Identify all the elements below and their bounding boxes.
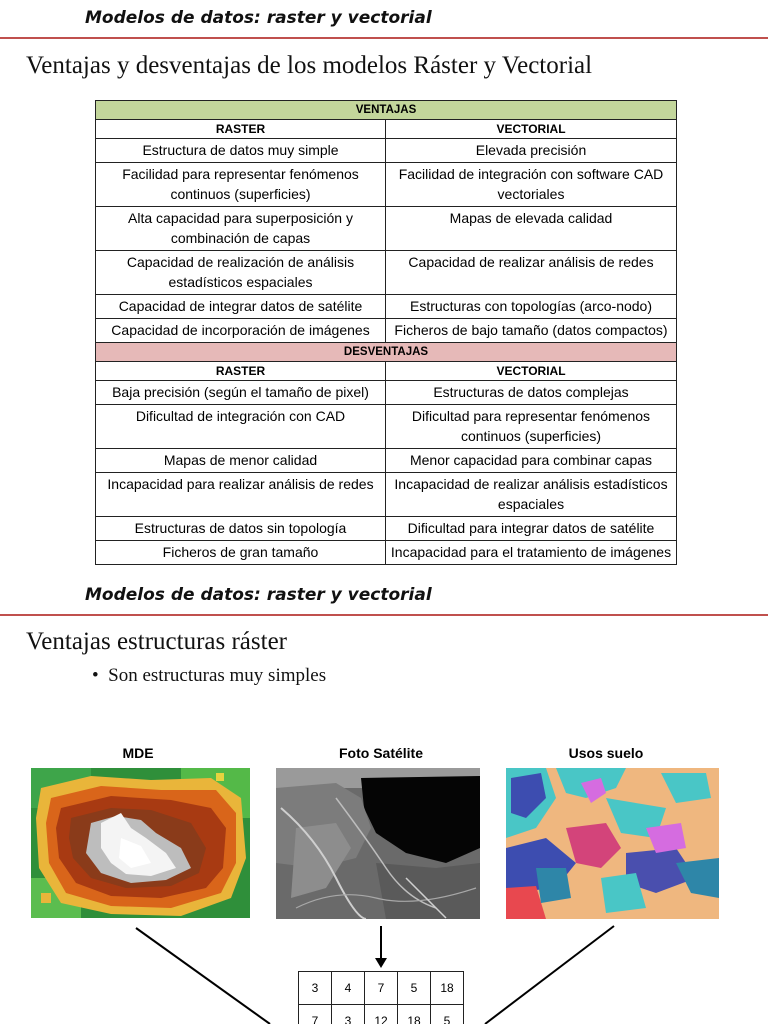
ventajas-col-vectorial: VECTORIAL — [386, 120, 677, 139]
ventajas-band: VENTAJAS — [96, 101, 677, 120]
ventajas-col-raster: RASTER — [96, 120, 386, 139]
mde-raster-graphic — [31, 768, 250, 918]
desventaja-raster-cell: Mapas de menor calidad — [96, 449, 386, 473]
desventajas-col-vectorial: VECTORIAL — [386, 362, 677, 381]
ventaja-vectorial-cell: Facilidad de integración con software CAD vectoriales — [386, 163, 677, 207]
desventaja-vectorial-cell: Dificultad para representar fenómenos continuos (superficies) — [386, 405, 677, 449]
landuse-arrow-line — [485, 926, 614, 1024]
table-row — [96, 163, 677, 207]
satellite-arrow-head — [375, 958, 387, 968]
slide2-header: Modelos de datos: raster y vectorial — [85, 585, 432, 605]
grid-cell: 12 — [365, 1005, 398, 1024]
desventaja-vectorial-cell: Menor capacidad para combinar capas — [386, 449, 677, 473]
grid-row — [299, 1005, 464, 1024]
desventaja-raster-cell: Ficheros de gran tamaño — [96, 541, 386, 565]
ventaja-raster-cell: Facilidad para representar fenómenos continuos (superficies) — [96, 163, 386, 207]
slide1-header-rule — [0, 37, 768, 39]
desventaja-vectorial-cell: Incapacidad de realizar análisis estadísticos espaciales — [386, 473, 677, 517]
grid-cell: 3 — [332, 1005, 365, 1024]
desventajas-col-raster: RASTER — [96, 362, 386, 381]
table-row — [96, 139, 677, 163]
ventaja-vectorial-cell: Estructuras con topologías (arco-nodo) — [386, 295, 677, 319]
ventaja-vectorial-cell: Mapas de elevada calidad — [386, 207, 677, 251]
desventaja-vectorial-cell: Dificultad para integrar datos de satélite — [386, 517, 677, 541]
grid-cell: 7 — [365, 972, 398, 1005]
grid-cell: 5 — [431, 1005, 464, 1024]
desventaja-raster-cell: Baja precisión (según el tamaño de pixel) — [96, 381, 386, 405]
desventaja-raster-cell: Dificultad de integración con CAD — [96, 405, 386, 449]
desventaja-raster-cell: Incapacidad para realizar análisis de redes — [96, 473, 386, 517]
bullet-dot: • — [92, 665, 109, 686]
ventaja-raster-cell: Alta capacidad para superposición y combinación de capas — [96, 207, 386, 251]
comparison-table — [95, 100, 677, 565]
grid-row — [299, 972, 464, 1005]
table-row — [96, 319, 677, 343]
slide1-title: Ventajas y desventajas de los modelos Ráster y Vectorial — [26, 52, 593, 79]
desventajas-band: DESVENTAJAS — [96, 343, 677, 362]
table-row — [96, 473, 677, 517]
table-row — [96, 251, 677, 295]
satellite-raster-graphic — [276, 768, 480, 919]
desventaja-vectorial-cell: Incapacidad para el tratamiento de imágenes — [386, 541, 677, 565]
satellite-image — [276, 768, 480, 919]
mde-label: MDE — [122, 745, 154, 761]
satellite-label: Foto Satélite — [338, 745, 423, 761]
ventaja-raster-cell: Capacidad de realización de análisis estadísticos espaciales — [96, 251, 386, 295]
bullet-item — [92, 665, 326, 687]
grid-cell: 3 — [299, 972, 332, 1005]
table-row — [96, 405, 677, 449]
desventaja-raster-cell: Estructuras de datos sin topología — [96, 517, 386, 541]
slide2-title: Ventajas estructuras ráster — [26, 628, 287, 655]
grid-cell: 18 — [431, 972, 464, 1005]
grid-cell: 4 — [332, 972, 365, 1005]
slide1-header: Modelos de datos: raster y vectorial — [85, 8, 432, 28]
table-row — [96, 295, 677, 319]
slide2-header-rule — [0, 614, 768, 616]
ventaja-raster-cell: Capacidad de incorporación de imágenes — [96, 319, 386, 343]
ventaja-raster-cell: Capacidad de integrar datos de satélite — [96, 295, 386, 319]
grid-cell: 5 — [398, 972, 431, 1005]
ventaja-raster-cell: Estructura de datos muy simple — [96, 139, 386, 163]
table-row — [96, 517, 677, 541]
bullet-text: Son estructuras muy simples — [108, 665, 327, 686]
table-row — [96, 381, 677, 405]
desventaja-vectorial-cell: Estructuras de datos complejas — [386, 381, 677, 405]
landuse-label: Usos suelo — [568, 745, 644, 761]
table-row — [96, 449, 677, 473]
mde-arrow-line — [136, 928, 270, 1024]
landuse-raster-graphic — [506, 768, 719, 919]
raster-value-grid — [298, 971, 464, 1024]
grid-cell: 18 — [398, 1005, 431, 1024]
table-row — [96, 541, 677, 565]
landuse-image — [506, 768, 719, 919]
ventaja-vectorial-cell: Elevada precisión — [386, 139, 677, 163]
ventaja-vectorial-cell: Capacidad de realizar análisis de redes — [386, 251, 677, 295]
ventaja-vectorial-cell: Ficheros de bajo tamaño (datos compactos) — [386, 319, 677, 343]
grid-cell: 7 — [299, 1005, 332, 1024]
mde-image — [31, 768, 250, 918]
table-row — [96, 207, 677, 251]
